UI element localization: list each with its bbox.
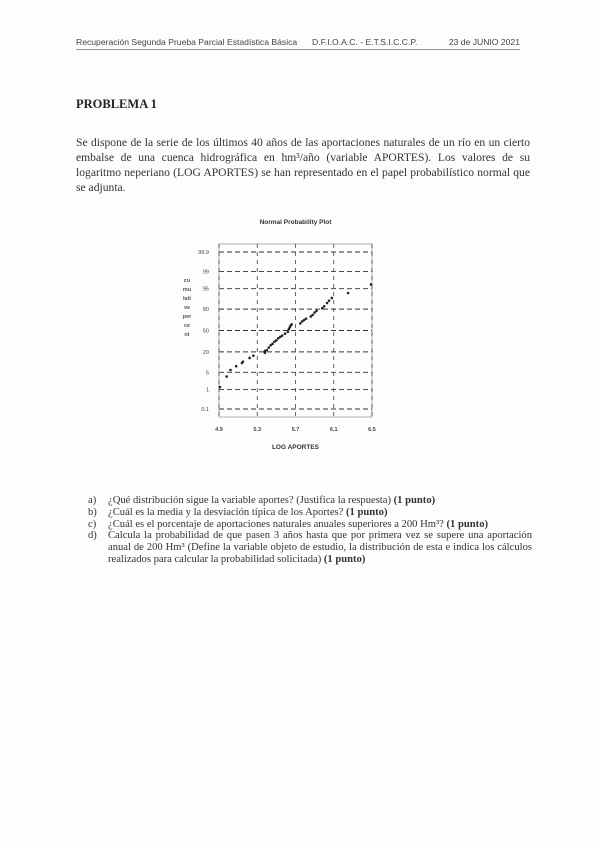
page-header <box>76 36 520 50</box>
question-b <box>88 507 532 519</box>
data-point <box>266 349 269 352</box>
data-point <box>252 354 255 357</box>
data-point <box>219 386 222 389</box>
exam-date: 23 de JUNIO 2021 <box>448 37 520 47</box>
data-point <box>323 305 326 308</box>
question-points: (1 punto) <box>393 495 436 506</box>
question-text: Calcula la probabilidad de que pasen 3 años hasta que por primera vez se supere una aportación anual de 200 Hm³ (Define la variable objeto de estudio, la distribución de esta e indica los cálculos realizados para calcular la probabilidad solicitada) <box>108 530 532 565</box>
data-point <box>248 357 251 360</box>
y-axis-label: per <box>182 314 192 320</box>
data-point <box>311 314 314 317</box>
question-c <box>88 519 532 531</box>
y-tick-label: 95 <box>202 286 209 293</box>
department: D.F.I.O.A.C. - E.T.S.I.C.C.P. <box>312 37 418 47</box>
data-point <box>299 322 302 325</box>
data-point <box>229 369 232 372</box>
problem-statement: Se dispone de la serie de los últimos 40 años de las aportaciones naturales de un río en un cierto embalse de una cuenca hidrográfica en hm³/año (variable APORTES). Los valores de su logaritmo neperiano (LOG APORTES) se han representado en el papel probabilístico normal que se adjunta. <box>76 136 530 194</box>
data-point <box>331 297 334 300</box>
question-label: b) <box>88 506 97 518</box>
y-tick-label: 5 <box>205 370 209 377</box>
course-title: Recuperación Segunda Prueba Parcial Estadística Básica <box>76 37 298 47</box>
question-points: (1 punto) <box>323 553 366 565</box>
question-list <box>88 495 532 566</box>
data-point <box>284 332 287 335</box>
data-point <box>242 360 245 363</box>
data-point <box>347 292 350 295</box>
data-point <box>275 339 278 342</box>
x-tick-label: 5.3 <box>253 427 262 433</box>
y-tick-label: 80 <box>202 307 209 314</box>
x-tick-label: 6.1 <box>329 427 338 433</box>
question-d <box>88 530 532 565</box>
y-tick-label: 50 <box>202 328 209 335</box>
question-points: (1 punto) <box>446 518 489 530</box>
data-point <box>271 343 274 346</box>
y-tick-label: 0.1 <box>201 407 209 413</box>
data-point <box>267 346 270 349</box>
question-a <box>88 495 532 507</box>
data-point <box>235 365 238 368</box>
x-tick-label: 5.7 <box>291 427 300 433</box>
problem-title: PROBLEMA 1 <box>76 97 157 111</box>
y-tick-label: 1 <box>205 387 209 394</box>
data-point <box>326 302 329 305</box>
question-text: ¿Qué distribución sigue la variable aportes? (Justifica la respuesta) <box>108 495 391 506</box>
y-axis-label: nt <box>184 332 190 338</box>
data-point <box>321 307 324 310</box>
x-tick-label: 4.9 <box>215 427 223 433</box>
question-label: a) <box>88 495 97 506</box>
data-point <box>290 323 293 326</box>
data-point <box>328 299 331 302</box>
y-axis-label: mu <box>182 287 192 293</box>
y-axis-label: cu <box>183 278 191 284</box>
y-tick-label: 99.9 <box>198 250 209 256</box>
data-point <box>315 310 318 313</box>
question-label: d) <box>88 530 97 542</box>
question-text: ¿Cuál es la media y la desviación típica de los Aportes? <box>108 506 344 518</box>
data-point <box>370 283 373 286</box>
y-axis-label: ve <box>183 305 191 311</box>
question-label: c) <box>88 518 97 530</box>
y-axis-label: lati <box>183 296 191 302</box>
question-text: ¿Cuál es el porcentaje de aportaciones naturales anuales superiores a 200 Hm³? <box>108 518 444 530</box>
question-points: (1 punto) <box>346 506 388 518</box>
y-tick-label: 99 <box>202 269 209 276</box>
chart-title: Normal Probability Plot <box>259 219 332 226</box>
data-point <box>305 317 308 320</box>
data-point <box>225 375 228 378</box>
x-axis-label: LOG APORTES <box>271 444 320 451</box>
normal-probability-plot <box>170 212 410 462</box>
data-point <box>281 334 284 337</box>
data-point <box>287 330 290 333</box>
x-tick-label: 6.5 <box>368 427 376 433</box>
y-axis-label: ce <box>183 323 191 329</box>
y-tick-label: 20 <box>202 349 209 356</box>
